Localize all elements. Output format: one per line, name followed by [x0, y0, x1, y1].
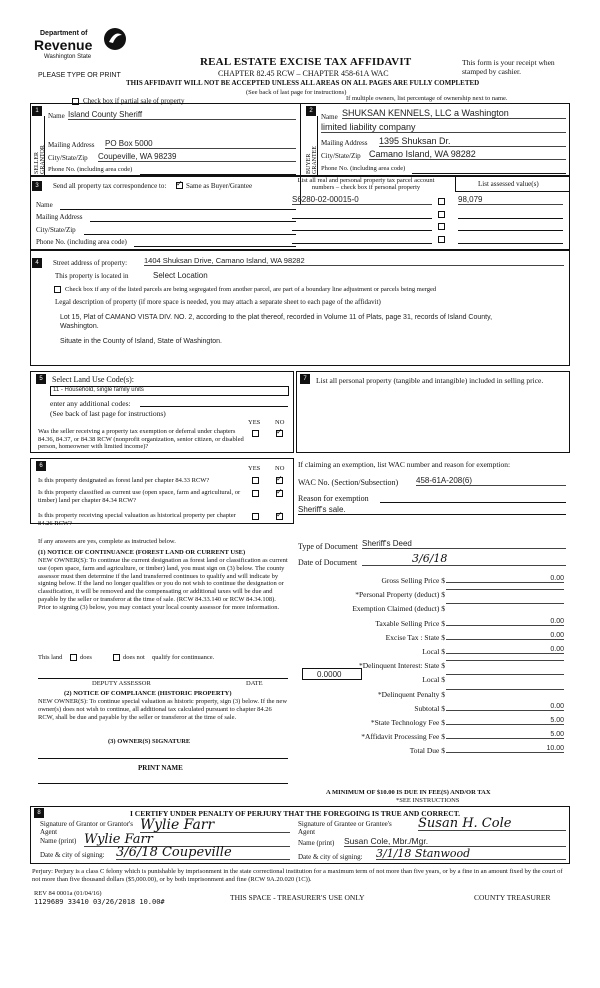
tax-line-label: Excise Tax : State $ — [385, 632, 445, 642]
section-4-badge: 4 — [32, 258, 42, 268]
section-5-badge: 5 — [36, 374, 46, 384]
dor-logo — [34, 24, 134, 64]
located-label: This property is located in — [55, 272, 129, 280]
multiple-owners-note: If multiple owners, list percentage of ownership next to name. — [346, 95, 508, 102]
grantee-date-city[interactable]: 3/1/18 Stanwood — [376, 848, 566, 860]
parcel-personal-checkbox-2[interactable] — [438, 211, 445, 218]
deputy-assessor: DEPUTY ASSESSOR — [92, 680, 151, 687]
tax-line-value[interactable]: 0.00 — [446, 646, 564, 654]
tax-line-label: Gross Selling Price $ — [381, 576, 445, 585]
tax-line-label: Exemption Claimed (deduct) $ — [352, 604, 445, 614]
logo-swirl-icon — [102, 26, 128, 52]
section6-q3-no[interactable] — [276, 513, 283, 520]
grantor-name-label: Name (print) — [40, 837, 77, 845]
legal-label: Legal description of property (if more space is needed, you may attach a separate sheet to each page of the affidavit) — [55, 298, 381, 306]
section6-q1-yes[interactable] — [252, 477, 259, 484]
corr-city-label: City/State/Zip — [36, 226, 76, 234]
additional-codes-label: enter any additional codes: — [50, 399, 131, 408]
doc-type-label: Type of Document — [298, 542, 358, 551]
tax-line-label: *Delinquent Penalty $ — [377, 689, 445, 699]
land-use-value: 11 - Household, single family units — [53, 387, 144, 393]
street-label: Street address of property: — [53, 259, 128, 267]
if-yes-note: If any answers are yes, complete as instructed below. — [38, 538, 176, 545]
section-1-badge: 1 — [32, 106, 42, 116]
qualify-label: qualify for continuance. — [152, 654, 215, 661]
seller-side-label: SELLER GRANTOR — [34, 145, 46, 174]
same-as-buyer-label: Same as Buyer/Grantee — [186, 182, 253, 190]
section5-see-back: (See back of last page for instructions) — [50, 409, 166, 418]
receipt-note: This form is your receipt when stamped by cashier. — [462, 58, 555, 76]
section5-q1: Was the seller receiving a property tax exemption or deferral under chapters 84.36, 84.37, or 84.38 RCW (nonprofit organization, senior citizen, or disabled person, homeowner with limited income)? — [38, 428, 244, 450]
notice1-title: (1) NOTICE OF CONTINUANCE (FOREST LAND OR CURRENT USE) — [38, 549, 246, 556]
partial-sale-label: Check box if partial sale of property — [83, 97, 185, 105]
section-6-badge: 6 — [36, 461, 46, 471]
does-not-label: does not — [123, 654, 145, 661]
tax-line-label: *Delinquent Interest: State $ — [358, 661, 445, 671]
grantee-name-label: Name (print) — [298, 839, 335, 847]
tax-line-value[interactable]: 5.00 — [446, 731, 564, 739]
seller-name[interactable]: Island County Sheriff — [68, 110, 296, 120]
exemption-label: If claiming an exemption, list WAC number and reason for exemption: — [298, 460, 511, 469]
tax-line-value[interactable]: 0.00 — [446, 703, 564, 711]
does-checkbox[interactable] — [70, 654, 77, 661]
section6-q1: Is this property designated as forest land per chapter 84.33 RCW? — [38, 477, 210, 484]
legal-situate[interactable]: Situate in the County of Island, State of Washington. — [60, 338, 223, 345]
please-type: PLEASE TYPE OR PRINT — [38, 72, 121, 79]
grantee-name-print[interactable]: Susan Cole, Mbr./Mgr. — [344, 836, 566, 847]
parcel-personal-checkbox-1[interactable] — [438, 198, 445, 205]
section5-yes: YES — [248, 419, 261, 426]
section5-q1-yes[interactable] — [252, 430, 259, 437]
parcel-personal-checkbox-3[interactable] — [438, 223, 445, 230]
grantor-sig-label: Signature of Grantor or Grantor's Agent — [40, 820, 134, 836]
tax-line-value[interactable] — [446, 674, 564, 675]
rev-number: REV 84 0001a (01/04/16) — [34, 890, 102, 897]
section6-no: NO — [275, 465, 285, 472]
minimum-note: A MINIMUM OF $10.00 IS DUE IN FEE(S) AND/OR TAX — [326, 789, 491, 796]
deputy-date: DATE — [246, 680, 263, 687]
street-address[interactable]: 1404 Shuksan Drive, Camano Island, WA 98282 — [144, 256, 564, 266]
tax-line-label: Local $ — [422, 675, 445, 685]
same-as-buyer-checkbox[interactable] — [176, 182, 183, 189]
tax-line-label: *Affidavit Processing Fee $ — [361, 732, 445, 742]
certify-statement: I CERTIFY UNDER PENALTY OF PERJURY THAT THE FOREGOING IS TRUE AND CORRECT. — [130, 809, 461, 818]
tax-line-value[interactable]: 0.00 — [446, 618, 564, 626]
segregated-checkbox[interactable] — [54, 286, 61, 293]
tax-line-label: Local $ — [422, 647, 445, 656]
section6-q2: Is this property classified as current use (open space, farm and agricultural, or timber) land per chapter 84.34 RCW? — [38, 489, 241, 504]
doc-date-value[interactable]: 3/6/18 — [362, 552, 566, 566]
buyer-side-label: BUYER GRANTEE — [306, 146, 318, 174]
buyer-phone-label: Phone No. (including area code) — [321, 165, 406, 172]
tax-line-value[interactable]: 5.00 — [446, 717, 564, 725]
tax-line-label: Subtotal $ — [414, 703, 445, 713]
section6-q2-yes[interactable] — [252, 490, 259, 497]
wac-label: WAC No. (Section/Subsection) — [298, 478, 399, 487]
form-chapter: CHAPTER 82.45 RCW – CHAPTER 458-61A WAC — [218, 69, 389, 78]
buyer-city-label: City/State/Zip — [321, 152, 361, 160]
section-2-badge: 2 — [306, 106, 316, 116]
tax-line-value[interactable] — [446, 660, 564, 661]
does-not-checkbox[interactable] — [113, 654, 120, 661]
section5-q1-no[interactable] — [276, 430, 283, 437]
tax-line-label: *Personal Property (deduct) $ — [355, 590, 445, 600]
logo-line2: Revenue — [34, 37, 93, 53]
section6-q3-yes[interactable] — [252, 513, 259, 520]
seller-name-label: Name — [48, 112, 65, 120]
owner-signature-label: (3) OWNER(S) SIGNATURE — [108, 738, 191, 745]
seller-mailing-label: Mailing Address — [48, 141, 95, 149]
tax-line-label: *State Technology Fee $ — [370, 718, 445, 727]
doc-type-value[interactable]: Sheriff's Deed — [362, 539, 566, 549]
wac-value[interactable]: 458-61A-208(6) — [416, 476, 566, 486]
buyer-name[interactable]: SHUKSAN KENNELS, LLC a Washington — [342, 108, 566, 119]
reason-value[interactable]: Sheriff's sale. — [298, 505, 346, 514]
print-name-label: PRINT NAME — [138, 764, 183, 772]
seller-city[interactable]: Coupeville, WA 98239 — [98, 152, 296, 162]
notice2-title: (2) NOTICE OF COMPLIANCE (HISTORIC PROPERTY) — [64, 690, 232, 697]
tax-line-label: Total Due $ — [409, 746, 445, 756]
section-4 — [30, 250, 570, 366]
tax-line-value[interactable] — [446, 589, 564, 590]
recording-stamp: 1129689 33410 03/26/2018 10.00# — [34, 898, 165, 906]
perjury-notice: Perjury: Perjury is a class C felony which is punishable by imprisonment in the state correctional institution for a maximum term of not more than five years, or by a fine in an amount fixed by the court of not more than five thousand dollars ($5,000.00), or by both imprisonment and fine (RCW 9A.20.020 (1C)). — [32, 868, 563, 883]
parcel-number[interactable]: S6280-02-00015-0 — [292, 195, 432, 205]
legal-description[interactable]: Lot 15, Plat of CAMANO VISTA DIV. NO. 2, according to the plat thereof, recorded in Volume 11 of Plats, page 31, records of Island County, Washington. — [60, 314, 493, 330]
treasurer-space: THIS SPACE - TREASURER'S USE ONLY — [230, 893, 365, 902]
section-8-badge: 8 — [34, 808, 44, 818]
grantee-signature[interactable]: Susan H. Cole — [418, 817, 566, 831]
correspondence-label: Send all property tax correspondence to: — [53, 182, 167, 190]
section5-no: NO — [275, 419, 285, 426]
grantor-name-print[interactable]: Wylie Farr — [84, 833, 290, 847]
local-rate: 0.0000 — [317, 670, 342, 679]
buyer-mailing-label: Mailing Address — [321, 139, 368, 147]
corr-mailing-label: Mailing Address — [36, 213, 83, 221]
seller-phone-label: Phone No. (including area code) — [48, 166, 133, 173]
tax-line-value[interactable]: 0.00 — [446, 575, 564, 583]
local-rate-box[interactable] — [302, 668, 362, 680]
doc-date-label: Date of Document — [298, 558, 358, 567]
form-title: REAL ESTATE EXCISE TAX AFFIDAVIT — [200, 56, 412, 68]
logo-line3: Washington State — [44, 54, 92, 60]
section-3-badge: 3 — [32, 181, 42, 191]
section6-q2-no[interactable] — [276, 490, 283, 497]
see-back-header: (See back of last page for instructions) — [246, 89, 347, 96]
land-use-label: Select Land Use Code(s): — [52, 375, 134, 384]
assessed-value[interactable]: 98,079 — [458, 195, 563, 205]
land-use-select[interactable] — [50, 386, 289, 396]
located-select[interactable]: Select Location — [153, 271, 208, 280]
parcel-personal-checkbox-4[interactable] — [438, 236, 445, 243]
section6-q3: Is this property receiving special valuation as historical property per chapter 84.26 RCW? — [38, 512, 236, 527]
county-treasurer: COUNTY TREASURER — [474, 893, 551, 902]
tax-line-value[interactable] — [446, 689, 564, 690]
seller-mailing[interactable]: PO Box 5000 — [105, 139, 296, 149]
tax-line-value[interactable]: 0.00 — [446, 632, 564, 640]
grantee-date-label: Date & city of signing: — [298, 853, 363, 861]
tax-line-label: Taxable Selling Price $ — [375, 618, 445, 628]
notice2-text: NEW OWNER(S): To continue special valuation as historic property, sign (3) below. If the new owner(s) does not wish to continue, all additional tax calculated pursuant to chapter 84.26 RCW, shall be due and payable by the seller or transferor at the time of sale. — [38, 698, 288, 721]
this-land-label: This land — [38, 654, 63, 661]
tax-line-value[interactable] — [446, 603, 564, 604]
segregated-label: Check box if any of the listed parcels are being segregated from another parcel, are part of a boundary line adjustment or parcels being merged — [65, 286, 437, 293]
list-personal-property: List all personal property (tangible and intangible) included in selling price. — [316, 376, 544, 385]
parcel-header: List all real and personal property tax parcel account numbers – check box if personal property — [297, 177, 435, 191]
section6-yes: YES — [248, 465, 261, 472]
does-label: does — [80, 654, 92, 661]
grantor-date-city[interactable]: 3/6/18 Coupeville — [116, 846, 290, 860]
assessed-header: List assessed value(s) — [478, 180, 539, 188]
corr-name-label: Name — [36, 201, 53, 209]
section-7-badge: 7 — [300, 374, 310, 384]
see-instructions: *SEE INSTRUCTIONS — [396, 797, 460, 804]
buyer-mailing[interactable]: 1395 Shuksan Dr. — [379, 136, 566, 147]
corr-phone-label: Phone No. (including area code) — [36, 238, 127, 246]
section6-q1-no[interactable] — [276, 477, 283, 484]
grantor-signature[interactable]: Wylie Farr — [140, 818, 290, 833]
grantee-sig-label: Signature of Grantee or Grantee's Agent — [298, 820, 392, 836]
buyer-name-line2[interactable]: limited liability company — [321, 122, 566, 133]
form-warning: THIS AFFIDAVIT WILL NOT BE ACCEPTED UNLESS ALL AREAS ON ALL PAGES ARE FULLY COMPLETED — [126, 79, 480, 87]
grantor-date-label: Date & city of signing: — [40, 851, 105, 859]
buyer-name-label: Name — [321, 113, 338, 121]
seller-city-label: City/State/Zip — [48, 154, 88, 162]
notice1-text: NEW OWNER(S): To continue the current designation as forest land or classification as current use (open space, farm and agriculture, or timber) land, you must sign on (3) below. The county assessor must then determine if the land transferred continues to qualify and will indicate by signing below. If the land no longer qualifies or you do not wish to continue the designation or classification, it will be removed and the compensating or additional taxes will be due and payable by the seller or transferor at the time of sale. (RCW 84.33.140 or RCW 84.34.108). Prior to signing (3) below, you may contact your local county assessor for more information. — [38, 557, 288, 611]
logo-line1: Department of — [40, 30, 88, 37]
reason-label: Reason for exemption — [298, 494, 369, 503]
tax-line-value[interactable]: 10.00 — [446, 745, 564, 753]
buyer-city[interactable]: Camano Island, WA 98282 — [369, 149, 566, 160]
